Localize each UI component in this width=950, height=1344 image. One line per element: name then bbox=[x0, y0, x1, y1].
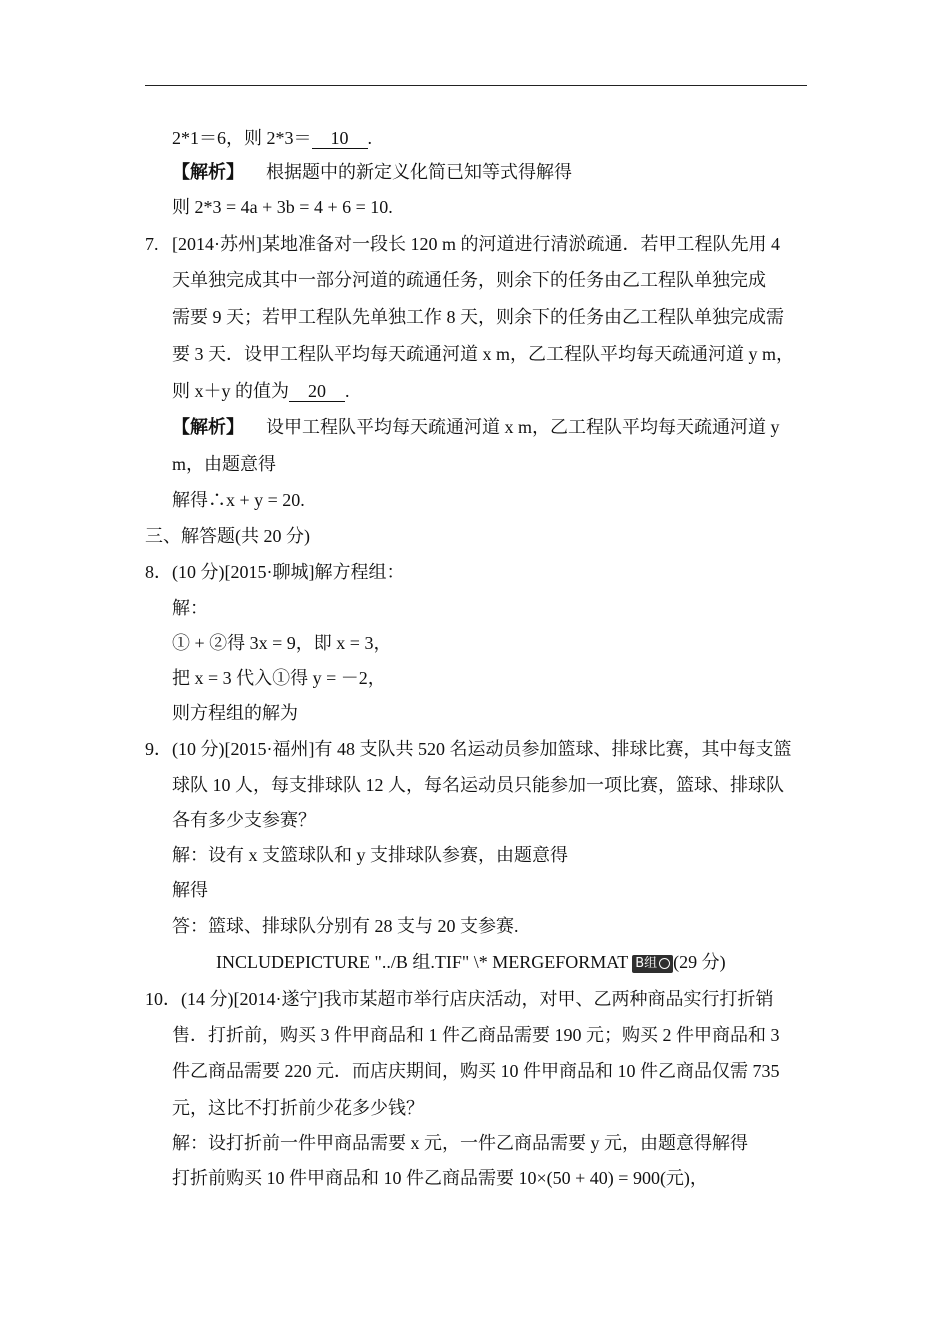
q7-line5 bbox=[172, 379, 350, 403]
q10-line3: 件乙商品需要 220 元．而店庆期间，购买 10 件甲商品和 10 件乙商品仅需 735 bbox=[172, 1061, 780, 1081]
q6-analysis bbox=[172, 160, 572, 184]
q7-period: . bbox=[345, 381, 350, 401]
q9-sol: 解：设有 x 支篮球队和 y 支排球队参赛，由题意得 bbox=[172, 845, 568, 865]
q9-line2: 球队 10 人，每支排球队 12 人，每名运动员只能参加一项比赛，篮球、排球队 bbox=[172, 775, 784, 795]
q9-line3: 各有多少支参赛？ bbox=[172, 810, 316, 830]
group-b-points: (29 分) bbox=[673, 952, 726, 972]
header-rule bbox=[145, 85, 807, 86]
q7-line3: 需要 9 天；若甲工程队先单独工作 8 天，则余下的任务由乙工程队单独完成需 bbox=[172, 307, 784, 327]
q7-analysis-line1: 设甲工程队平均每天疏通河道 x m，乙工程队平均每天疏通河道 y bbox=[266, 417, 780, 437]
q7-analysis-line2: m，由题意得 bbox=[172, 454, 277, 474]
q7-text: 则 x＋y 的值为 bbox=[172, 381, 289, 401]
q10-sol: 解：设打折前一件甲商品需要 x 元，一件乙商品需要 y 元，由题意得解得 bbox=[172, 1133, 748, 1153]
group-b-badge bbox=[632, 955, 673, 973]
magnifier-icon bbox=[659, 958, 670, 969]
q9-answer: 答：篮球、排球队分别有 28 支与 20 支参赛. bbox=[172, 916, 519, 936]
q8-step1: ① + ②得 3x = 9，即 x = 3， bbox=[172, 633, 392, 653]
q8-step2: 把 x = 3 代入①得 y = －2， bbox=[172, 668, 386, 688]
analysis-tag: 【解析】 bbox=[172, 417, 244, 437]
field-code-text: INCLUDEPICTURE "../B 组.TIF" \* MERGEFORMAT bbox=[216, 952, 629, 972]
q7-line4: 要 3 天．设甲工程队平均每天疏通河道 x m，乙工程队平均每天疏通河道 y m， bbox=[172, 344, 794, 364]
q7-number: 7. bbox=[145, 234, 159, 254]
q7-analysis bbox=[172, 415, 780, 439]
q6-period: . bbox=[367, 128, 372, 148]
q10-line4: 元，这比不打折前少花多少钱？ bbox=[172, 1098, 424, 1118]
q7-line1: [2014·苏州]某地准备对一段长 120 m 的河道进行清淤疏通．若甲工程队先用 4 bbox=[172, 234, 780, 254]
group-b-heading bbox=[216, 950, 726, 974]
q10-line1: 10．(14 分)[2014·遂宁]我市某超市举行店庆活动，对甲、乙两种商品实行打折销 bbox=[145, 989, 774, 1009]
section-title: 三、解答题(共 20 分) bbox=[145, 526, 310, 546]
analysis-tag: 【解析】 bbox=[172, 162, 244, 182]
q6-analysis-text: 根据题中的新定义化简已知等式得解得 bbox=[266, 162, 572, 182]
q8-line1: 8．(10 分)[2015·聊城]解方程组： bbox=[145, 562, 405, 582]
group-b-badge-label: B组 bbox=[635, 956, 658, 971]
q7-solution: 解得∴x + y = 20. bbox=[172, 490, 305, 510]
q6-text: 2*1＝6，则 2*3＝ bbox=[172, 128, 312, 148]
q6-line1 bbox=[172, 126, 372, 150]
q6-conclusion: 则 2*3 = 4a + 3b = 4 + 6 = 10. bbox=[172, 197, 393, 217]
q7-line2: 天单独完成其中一部分河道的疏通任务，则余下的任务由乙工程队单独完成 bbox=[172, 270, 766, 290]
q10-calc: 打折前购买 10 件甲商品和 10 件乙商品需要 10×(50 + 40) = 900(元)， bbox=[172, 1168, 708, 1188]
q9-solved: 解得 bbox=[172, 880, 208, 900]
q8-sol-label: 解： bbox=[172, 598, 208, 618]
q6-answer-blank: 10 bbox=[312, 128, 368, 149]
q10-line2: 售．打折前，购买 3 件甲商品和 1 件乙商品需要 190 元；购买 2 件甲商品和 3 bbox=[172, 1025, 780, 1045]
q7-answer-blank: 20 bbox=[289, 381, 345, 402]
q8-step3: 则方程组的解为 bbox=[172, 703, 298, 723]
q9-line1: 9．(10 分)[2015·福州]有 48 支队共 520 名运动员参加篮球、排球比赛，其中每支篮 bbox=[145, 739, 792, 759]
